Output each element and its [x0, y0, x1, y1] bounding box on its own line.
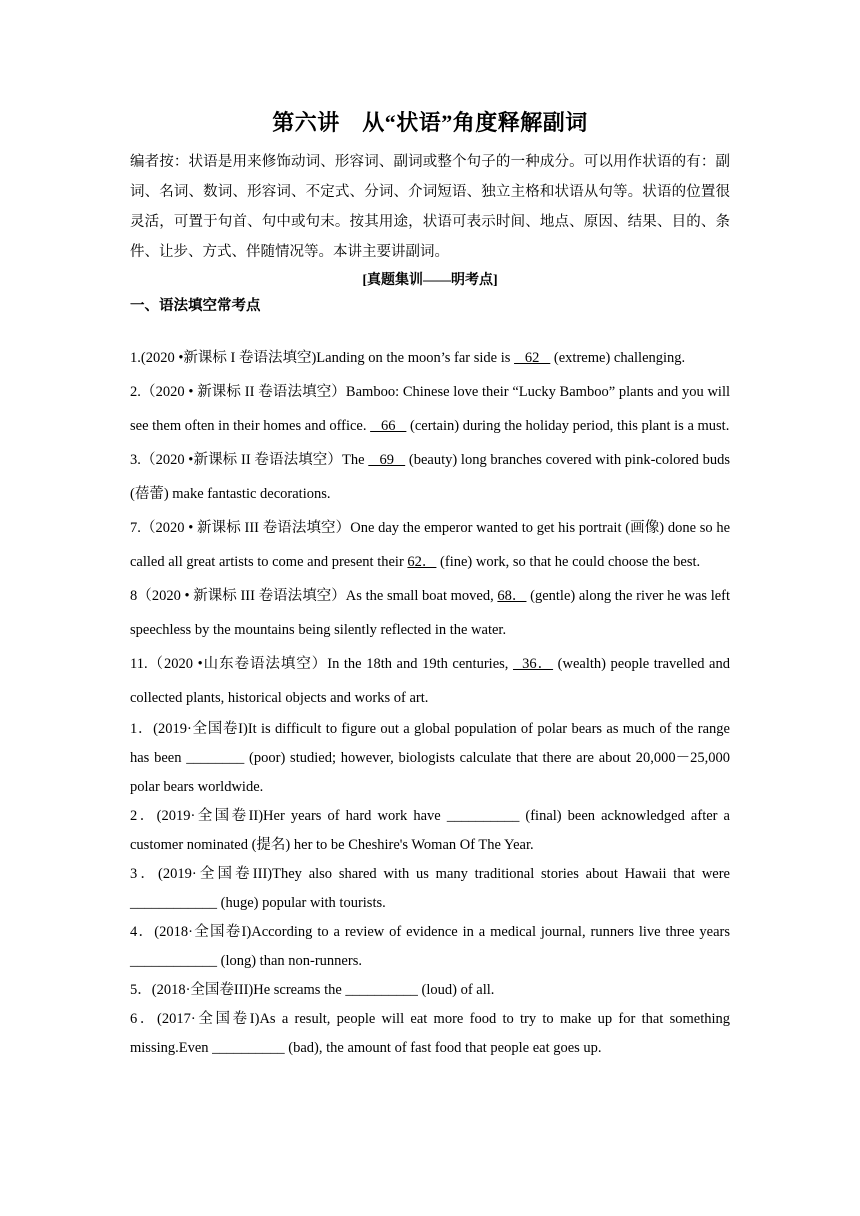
answer-blank: 62． [407, 554, 437, 570]
exercise-item: 7.（2020 • 新课标 III 卷语法填空）One day the emperor wanted to get his portrait (画像) done so he called all great artists to come and present their 62． (fine) work, so that he could choose the best. [130, 520, 730, 570]
answer-blank: 69 [368, 452, 406, 468]
exercise-group-past [130, 715, 730, 1063]
exercise-item: 6．(2017·全国卷I)As a result, people will eat more food to try to make up for that something missing.Even __________ (bad), the amount of fast food that people eat goes up. [130, 1011, 730, 1056]
exercise-item: 2.（2020 • 新课标 II 卷语法填空）Bamboo: Chinese love their “Lucky Bamboo” plants and you will see them often in their homes and office. 66 (certain) during the holiday period, this plant is a must. [130, 384, 730, 434]
exercise-item: 1．(2019·全国卷I)It is difficult to figure out a global population of polar bears as much of the range has been ________ (poor) studied; however, biologists calculate that there are about 20,000－25,000 polar bears worldwide. [130, 721, 730, 795]
exercise-item: 2．(2019·全国卷II)Her years of hard work have __________ (final) been acknowledged after a customer nominated (提名) her to be Cheshire's Woman Of The Year. [130, 808, 730, 853]
exercise-item: 5．(2018·全国卷III)He screams the __________ (loud) of all. [130, 982, 495, 998]
answer-blank: 62 [514, 350, 551, 366]
exercise-item: 3．(2019·全国卷III)They also shared with us many traditional stories about Hawaii that were ____________ (huge) popular with tourists. [130, 866, 730, 911]
exercise-item: 8（2020 • 新课标 III 卷语法填空）As the small boat moved, 68． (gentle) along the river he was left speechless by the mountains being silently reflected in the water. [130, 588, 731, 638]
exercise-item: 1.(2020 •新课标 I 卷语法填空)Landing on the moon’s far side is 62 (extreme) challenging. [130, 350, 686, 366]
answer-blank: 66 [370, 418, 407, 434]
exercise-item: 11.（2020 •山东卷语法填空）In the 18th and 19th centuries, 36． (wealth) people travelled and collected plants, historical objects and works of art. [130, 656, 730, 706]
section-heading: 一、语法填空常考点 [130, 298, 261, 314]
editor-note: 编者按：状语是用来修饰动词、形容词、副词或整个句子的一种成分。可以用作状语的有：副词、名词、数词、形容词、不定式、分词、介词短语、独立主格和状语从句等。状语的位置很灵活，可置于句首、句中或句末。按其用途，状语可表示时间、地点、原因、结果、目的、条件、让步、方式、伴随情况等。本讲主要讲副词。 [130, 154, 730, 260]
exercise-item: 4．(2018·全国卷I)According to a review of evidence in a medical journal, runners live three years ____________ (long) than non-runners. [130, 924, 730, 969]
exercise-item: 3.（2020 •新课标 II 卷语法填空）The 69 (beauty) long branches covered with pink-colored buds (蓓蕾) make fantastic decorations. [130, 452, 731, 502]
answer-blank: 36． [512, 656, 554, 672]
section-subtitle: [真题集训——明考点] [362, 273, 498, 288]
exercise-group-2020 [130, 341, 730, 715]
answer-blank: 68． [497, 588, 527, 604]
page-title: 第六讲 从“状语”角度释解副词 [272, 110, 588, 135]
document-page [130, 100, 730, 1063]
